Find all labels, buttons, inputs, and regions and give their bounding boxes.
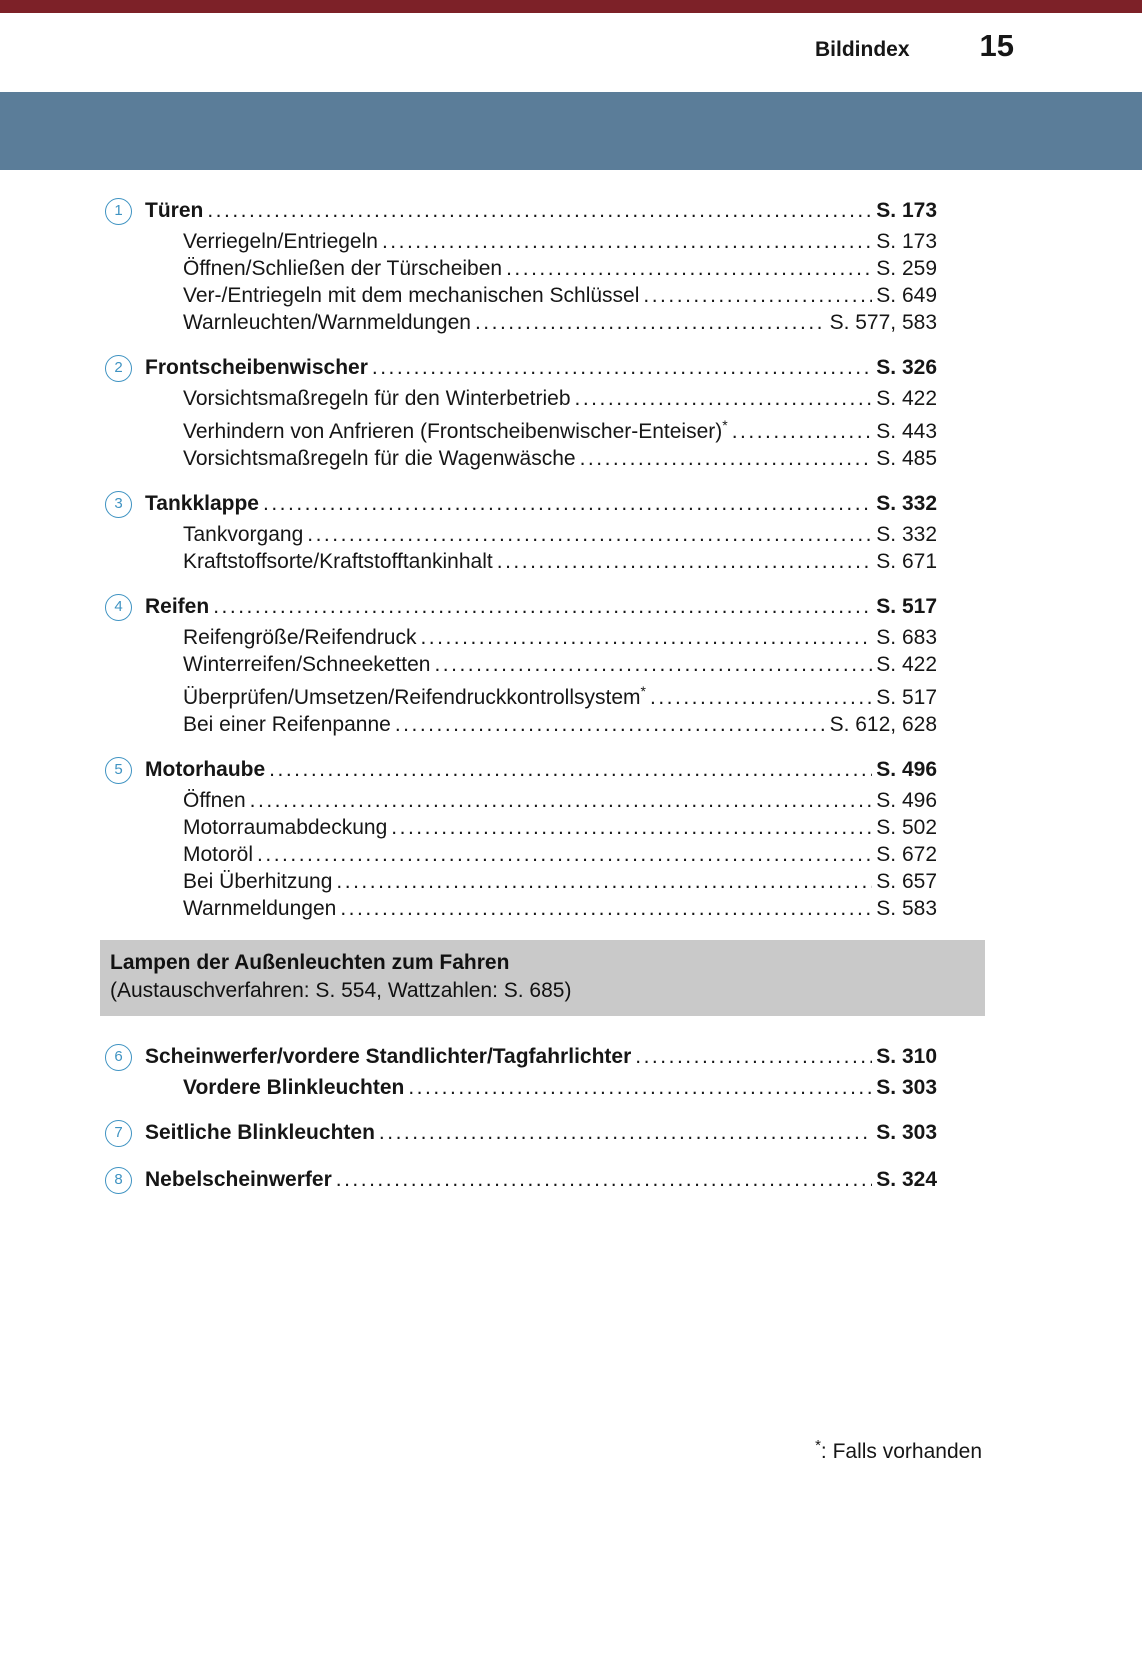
subentry-label: Vorsichtsmaßregeln für den Winterbetrieb <box>183 387 571 410</box>
subentry-page-ref: S. 332 <box>876 523 937 546</box>
dot-leader <box>575 385 873 412</box>
index-entry <box>105 755 937 785</box>
header-section-title: Bildindex <box>815 38 910 61</box>
index-section <box>105 489 937 575</box>
subentry-page-ref: S. 443 <box>876 420 937 443</box>
dot-leader <box>635 1042 872 1072</box>
subentry-page-ref: S. 683 <box>876 626 937 649</box>
chapter-color-band <box>0 92 1142 170</box>
index-section <box>105 196 937 336</box>
index-entry <box>105 1165 937 1195</box>
entry-page-ref: S. 310 <box>876 1045 937 1068</box>
index-subentry <box>105 282 937 309</box>
subentry-page-ref: S. 422 <box>876 653 937 676</box>
subentry-label: Warnmeldungen <box>183 897 337 920</box>
subentry-label: Motorraumabdeckung <box>183 816 388 839</box>
index-subentry <box>105 309 937 336</box>
entry-title: Seitliche Blinkleuchten <box>145 1121 375 1144</box>
index-subentry <box>105 814 937 841</box>
entry-number-badge: 6 <box>105 1044 132 1071</box>
subentry-page-ref: S. 672 <box>876 843 937 866</box>
dot-leader <box>382 228 872 255</box>
dot-leader <box>207 196 872 226</box>
dot-leader <box>732 418 873 445</box>
entry-page-ref: S. 496 <box>876 758 937 781</box>
dot-leader <box>250 787 873 814</box>
subentry-label: Vorsichtsmaßregeln für die Wagenwäsche <box>183 447 576 470</box>
dot-leader <box>395 711 826 738</box>
dot-leader <box>650 684 872 711</box>
index-subentry <box>105 228 937 255</box>
index-subentry <box>105 895 937 922</box>
entry-title: Nebelscheinwerfer <box>145 1168 332 1191</box>
if-equipped-star: * <box>722 417 728 433</box>
dot-leader <box>263 489 872 519</box>
subentry-label: Winterreifen/Schneeketten <box>183 653 431 676</box>
note-box-title: Lampen der Außenleuchten zum Fahren <box>110 951 510 974</box>
subentry-label: Bei einer Reifenpanne <box>183 713 391 736</box>
dot-leader <box>336 1165 873 1195</box>
dot-leader <box>257 841 872 868</box>
subentry-label: Vordere Blinkleuchten <box>183 1076 405 1099</box>
index-subentry <box>105 651 937 678</box>
page-header <box>0 28 1142 64</box>
entry-number-badge: 5 <box>105 757 132 784</box>
index-entry <box>105 489 937 519</box>
subentry-page-ref: S. 671 <box>876 550 937 573</box>
entry-page-ref: S. 303 <box>876 1121 937 1144</box>
entry-page-ref: S. 517 <box>876 595 937 618</box>
index-content <box>105 196 937 1212</box>
footnote <box>815 1437 982 1464</box>
entry-page-ref: S. 332 <box>876 492 937 515</box>
lamps-note-box <box>100 940 985 1016</box>
subentry-page-ref: S. 485 <box>876 447 937 470</box>
entry-number-badge: 2 <box>105 355 132 382</box>
index-subentry <box>105 868 937 895</box>
subentry-page-ref: S. 173 <box>876 230 937 253</box>
index-subentry <box>105 445 937 472</box>
dot-leader <box>372 353 872 383</box>
index-subentry <box>105 255 937 282</box>
page-number: 15 <box>979 28 1014 63</box>
index-subentry <box>105 624 937 651</box>
dot-leader <box>379 1118 872 1148</box>
entry-page-ref: S. 324 <box>876 1168 937 1191</box>
dot-leader <box>420 624 872 651</box>
index-section <box>105 592 937 738</box>
entry-title: Frontscheibenwischer <box>145 356 368 379</box>
entry-number-badge: 8 <box>105 1167 132 1194</box>
subentry-page-ref: S. 612, 628 <box>829 713 937 736</box>
index-subentry <box>105 521 937 548</box>
dot-leader <box>643 282 872 309</box>
index-subentry <box>105 548 937 575</box>
entry-page-ref: S. 173 <box>876 199 937 222</box>
entry-page-ref: S. 326 <box>876 356 937 379</box>
subentry-page-ref: S. 583 <box>876 897 937 920</box>
subentry-page-ref: S. 657 <box>876 870 937 893</box>
subentry-page-ref: S. 502 <box>876 816 937 839</box>
dot-leader <box>213 592 872 622</box>
note-box-subtitle: (Austauschverfahren: S. 554, Wattzahlen: S. 685) <box>110 979 572 1002</box>
subentry-page-ref: S. 649 <box>876 284 937 307</box>
entry-title: Reifen <box>145 595 210 618</box>
subentry-label: Ver-/Entriegeln mit dem mechanischen Schlüssel <box>183 284 640 307</box>
dot-leader <box>391 814 872 841</box>
entry-number-badge: 4 <box>105 594 132 621</box>
entry-number-badge: 1 <box>105 198 132 225</box>
entry-title: Türen <box>145 199 204 222</box>
entry-title: Scheinwerfer/vordere Standlichter/Tagfahrlichter <box>145 1045 632 1068</box>
dot-leader <box>434 651 872 678</box>
subentry-label: Verriegeln/Entriegeln <box>183 230 378 253</box>
index-sections-top <box>105 196 937 922</box>
index-section <box>105 1118 937 1148</box>
if-equipped-star: * <box>640 683 646 699</box>
index-subentry <box>105 678 937 711</box>
index-sections-bottom <box>105 1042 937 1195</box>
subentry-label: Überprüfen/Umsetzen/Reifendruckkontrollsystem* <box>183 683 646 709</box>
footnote-text: : Falls vorhanden <box>820 1440 982 1463</box>
subentry-label: Motoröl <box>183 843 254 866</box>
dot-leader <box>408 1074 872 1101</box>
index-entry <box>105 1042 937 1072</box>
dot-leader <box>475 309 826 336</box>
subentry-label: Kraftstoffsorte/Kraftstofftankinhalt <box>183 550 493 573</box>
subentry-page-ref: S. 577, 583 <box>829 311 937 334</box>
index-subentry <box>105 1074 937 1101</box>
index-section <box>105 1165 937 1195</box>
index-subentry <box>105 412 937 445</box>
index-section <box>105 353 937 472</box>
index-entry <box>105 196 937 226</box>
index-entry <box>105 592 937 622</box>
index-entry <box>105 1118 937 1148</box>
dot-leader <box>497 548 873 575</box>
subentry-label: Tankvorgang <box>183 523 304 546</box>
entry-title: Motorhaube <box>145 758 266 781</box>
subentry-page-ref: S. 303 <box>876 1076 937 1099</box>
dot-leader <box>580 445 873 472</box>
subentry-page-ref: S. 259 <box>876 257 937 280</box>
subentry-page-ref: S. 422 <box>876 387 937 410</box>
subentry-label: Öffnen <box>183 789 246 812</box>
index-section <box>105 755 937 922</box>
index-subentry <box>105 385 937 412</box>
subentry-page-ref: S. 517 <box>876 686 937 709</box>
entry-number-badge: 7 <box>105 1120 132 1147</box>
entry-title: Tankklappe <box>145 492 259 515</box>
footnote-star: * <box>815 1437 821 1454</box>
subentry-page-ref: S. 496 <box>876 789 937 812</box>
index-subentry <box>105 787 937 814</box>
subentry-label: Verhindern von Anfrieren (Frontscheibenwischer-Enteiser)* <box>183 417 728 443</box>
top-accent-strip <box>0 0 1142 13</box>
subentry-label: Reifengröße/Reifendruck <box>183 626 417 649</box>
dot-leader <box>340 895 872 922</box>
subentry-label: Bei Überhitzung <box>183 870 333 893</box>
dot-leader <box>506 255 872 282</box>
index-subentry <box>105 711 937 738</box>
index-section <box>105 1042 937 1101</box>
dot-leader <box>336 868 872 895</box>
index-entry <box>105 353 937 383</box>
dot-leader <box>307 521 872 548</box>
subentry-label: Warnleuchten/Warnmeldungen <box>183 311 471 334</box>
index-subentry <box>105 841 937 868</box>
subentry-label: Öffnen/Schließen der Türscheiben <box>183 257 503 280</box>
dot-leader <box>269 755 872 785</box>
entry-number-badge: 3 <box>105 491 132 518</box>
